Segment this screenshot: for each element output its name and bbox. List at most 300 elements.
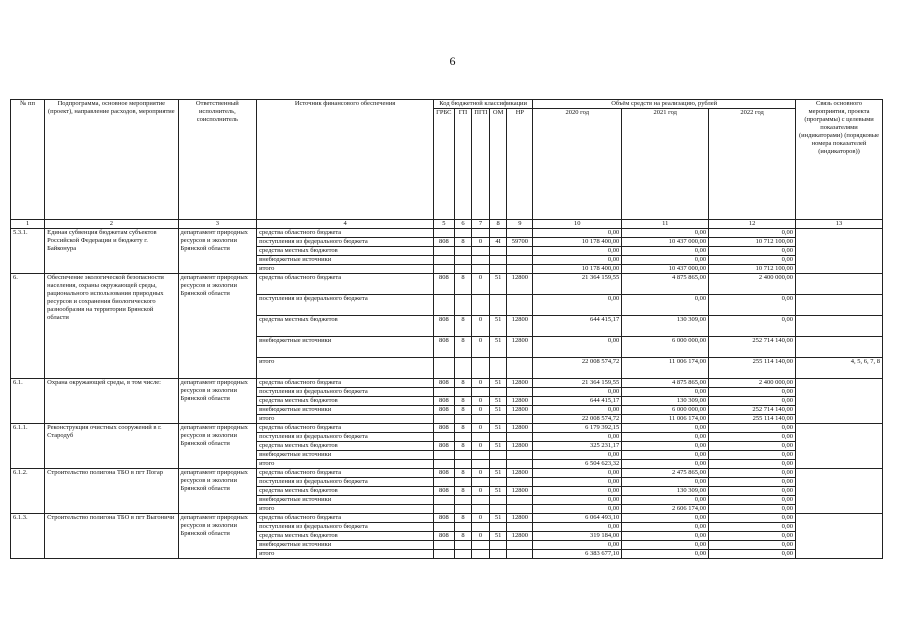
code-grbs: [434, 247, 455, 256]
code-pgp: [472, 388, 490, 397]
code-om: 51: [489, 442, 507, 451]
amount-2022: 0,00: [709, 523, 796, 532]
amount-2021: 0,00: [622, 433, 709, 442]
amount-2020: 325 231,17: [533, 442, 622, 451]
header-subprogram: Подпрограмма, основное мероприятие (проект), направление расходов, мероприятие: [45, 100, 178, 220]
code-grbs: 808: [434, 424, 455, 433]
amount-2020: 0,00: [533, 487, 622, 496]
amount-2022: 10 712 100,00: [709, 265, 796, 274]
code-gp: 8: [454, 487, 472, 496]
funding-source: средства местных бюджетов: [257, 316, 434, 337]
code-gp: 8: [454, 238, 472, 247]
code-gp: 8: [454, 406, 472, 415]
amount-2020: 0,00: [533, 541, 622, 550]
code-grbs: [434, 415, 455, 424]
code-om: [489, 550, 507, 559]
amount-2020: 22 008 574,72: [533, 415, 622, 424]
code-nr: 12800: [507, 442, 533, 451]
amount-2022: 0,00: [709, 442, 796, 451]
code-grbs: 808: [434, 487, 455, 496]
code-grbs: 808: [434, 532, 455, 541]
code-nr: 12800: [507, 514, 533, 523]
col-number: 12: [709, 220, 796, 229]
code-pgp: [472, 229, 490, 238]
funding-source: средства местных бюджетов: [257, 397, 434, 406]
funding-source: средства областного бюджета: [257, 514, 434, 523]
code-om: [489, 247, 507, 256]
amount-2021: 130 309,00: [622, 316, 709, 337]
amount-2022: 0,00: [709, 460, 796, 469]
section-title: Единая субвенция бюджетам субъектов Российской Федерации и бюджету г. Байконура: [45, 229, 178, 274]
code-nr: 12800: [507, 316, 533, 337]
amount-2022: 0,00: [709, 478, 796, 487]
code-gp: 8: [454, 274, 472, 295]
code-nr: 59700: [507, 238, 533, 247]
table-row: [11, 379, 883, 388]
code-om: 51: [489, 316, 507, 337]
code-gp: 8: [454, 442, 472, 451]
funding-source: итого: [257, 505, 434, 514]
code-om: [489, 523, 507, 532]
code-nr: [507, 505, 533, 514]
col-number: 9: [507, 220, 533, 229]
code-gp: [454, 433, 472, 442]
indicator-link: [796, 514, 883, 559]
amount-2020: 6 383 677,10: [533, 550, 622, 559]
code-grbs: [434, 523, 455, 532]
code-nr: [507, 541, 533, 550]
amount-2020: 0,00: [533, 406, 622, 415]
amount-2020: 0,00: [533, 433, 622, 442]
code-pgp: [472, 415, 490, 424]
code-om: 51: [489, 469, 507, 478]
amount-2022: 0,00: [709, 247, 796, 256]
code-nr: [507, 358, 533, 379]
code-grbs: [434, 460, 455, 469]
section-title: Обеспечение экологической безопасности населения, охраны окружающей среды, рационального использования природных ресурсов и сохранения биологического разнообразия на территории Брянской области: [45, 274, 178, 379]
header-num: № пп: [11, 100, 45, 220]
code-gp: [454, 247, 472, 256]
section-title: Строительство полигона ТБО в пгт Погар: [45, 469, 178, 514]
code-pgp: 0: [472, 487, 490, 496]
funding-source: итого: [257, 265, 434, 274]
code-om: [489, 460, 507, 469]
code-pgp: 0: [472, 379, 490, 388]
code-pgp: [472, 358, 490, 379]
code-grbs: [434, 229, 455, 238]
code-gp: [454, 229, 472, 238]
amount-2021: 6 000 000,00: [622, 337, 709, 358]
amount-2021: 2 475 865,00: [622, 469, 709, 478]
header-grbs: ГРБС: [434, 109, 455, 220]
code-pgp: 0: [472, 469, 490, 478]
indicator-link: [796, 229, 883, 274]
amount-2022: 0,00: [709, 295, 796, 316]
amount-2022: 2 400 000,00: [709, 379, 796, 388]
funding-source: внебюджетные источники: [257, 451, 434, 460]
amount-2022: 0,00: [709, 256, 796, 265]
code-om: [489, 388, 507, 397]
amount-2020: 6 179 392,15: [533, 424, 622, 433]
funding-source: средства местных бюджетов: [257, 532, 434, 541]
code-pgp: [472, 478, 490, 487]
code-nr: [507, 478, 533, 487]
header-gp: ГП: [454, 109, 472, 220]
col-number: 7: [472, 220, 490, 229]
code-nr: [507, 496, 533, 505]
code-grbs: [434, 256, 455, 265]
code-grbs: 808: [434, 397, 455, 406]
code-grbs: [434, 295, 455, 316]
amount-2020: 0,00: [533, 229, 622, 238]
table-row: [11, 424, 883, 433]
amount-2021: 0,00: [622, 478, 709, 487]
code-om: [489, 451, 507, 460]
code-nr: 12800: [507, 274, 533, 295]
funding-source: поступления из федерального бюджета: [257, 433, 434, 442]
col-number: 5: [434, 220, 455, 229]
amount-2021: 0,00: [622, 229, 709, 238]
code-grbs: [434, 433, 455, 442]
code-grbs: 808: [434, 379, 455, 388]
code-gp: 8: [454, 532, 472, 541]
code-om: [489, 505, 507, 514]
amount-2021: 4 875 865,00: [622, 379, 709, 388]
code-gp: 8: [454, 397, 472, 406]
code-nr: 12800: [507, 337, 533, 358]
code-om: 51: [489, 397, 507, 406]
code-pgp: 0: [472, 532, 490, 541]
funding-source: внебюджетные источники: [257, 496, 434, 505]
amount-2022: 0,00: [709, 424, 796, 433]
funding-source: внебюджетные источники: [257, 541, 434, 550]
amount-2021: 0,00: [622, 523, 709, 532]
amount-2022: 0,00: [709, 229, 796, 238]
code-grbs: [434, 451, 455, 460]
header-2022: 2022 год: [709, 109, 796, 220]
code-om: [489, 433, 507, 442]
col-number: 3: [178, 220, 257, 229]
amount-2021: 0,00: [622, 460, 709, 469]
indicator-link: [796, 424, 883, 469]
code-gp: 8: [454, 424, 472, 433]
amount-2022: 0,00: [709, 469, 796, 478]
col-number: 6: [454, 220, 472, 229]
amount-2021: 0,00: [622, 451, 709, 460]
col-number: 4: [257, 220, 434, 229]
amount-2020: 0,00: [533, 295, 622, 316]
header-link: Связь основного мероприятия, проекта (программы) с целевыми показателями (индикаторами) (порядковые номера показателей (индикаторов)): [796, 100, 883, 220]
funding-source: внебюджетные источники: [257, 337, 434, 358]
amount-2020: 21 364 159,55: [533, 274, 622, 295]
section-number: 6.: [11, 274, 45, 379]
amount-2021: 10 437 000,00: [622, 265, 709, 274]
code-om: [489, 415, 507, 424]
header-nr: НР: [507, 109, 533, 220]
code-gp: [454, 550, 472, 559]
col-number: 13: [796, 220, 883, 229]
code-grbs: 808: [434, 316, 455, 337]
code-gp: [454, 295, 472, 316]
amount-2022: 0,00: [709, 550, 796, 559]
responsible-executor: департамент природных ресурсов и экологии Брянской области: [178, 229, 257, 274]
budget-table: [10, 99, 883, 559]
code-gp: [454, 523, 472, 532]
indicator-link: [796, 274, 883, 295]
funding-source: итого: [257, 550, 434, 559]
indicator-link: [796, 379, 883, 424]
code-pgp: [472, 460, 490, 469]
header-volume-group: Объём средств на реализацию, рублей: [533, 100, 796, 109]
code-nr: 12800: [507, 532, 533, 541]
funding-source: средства областного бюджета: [257, 424, 434, 433]
page-number: 6: [449, 54, 456, 68]
code-gp: [454, 496, 472, 505]
header-code-group: Код бюджетной классификации: [434, 100, 533, 109]
amount-2021: 0,00: [622, 388, 709, 397]
code-gp: [454, 415, 472, 424]
section-number: 6.1.3.: [11, 514, 45, 559]
code-nr: 12800: [507, 397, 533, 406]
amount-2021: 130 309,00: [622, 397, 709, 406]
funding-source: поступления из федерального бюджета: [257, 523, 434, 532]
amount-2020: 0,00: [533, 247, 622, 256]
code-grbs: 808: [434, 514, 455, 523]
amount-2022: 0,00: [709, 451, 796, 460]
code-pgp: 0: [472, 238, 490, 247]
code-pgp: 0: [472, 442, 490, 451]
amount-2022: 0,00: [709, 487, 796, 496]
funding-source: средства местных бюджетов: [257, 442, 434, 451]
responsible-executor: департамент природных ресурсов и экологии Брянской области: [178, 514, 257, 559]
indicator-link: [796, 295, 883, 316]
col-number: 10: [533, 220, 622, 229]
code-om: 51: [489, 406, 507, 415]
header-2020: 2020 год: [533, 109, 622, 220]
code-om: 51: [489, 514, 507, 523]
code-grbs: 808: [434, 406, 455, 415]
amount-2021: 0,00: [622, 496, 709, 505]
funding-source: средства местных бюджетов: [257, 247, 434, 256]
code-pgp: 0: [472, 274, 490, 295]
section-number: 6.1.2.: [11, 469, 45, 514]
table-row: [11, 274, 883, 295]
amount-2022: 252 714 140,00: [709, 337, 796, 358]
code-pgp: 0: [472, 424, 490, 433]
amount-2021: 2 606 174,00: [622, 505, 709, 514]
code-nr: [507, 451, 533, 460]
amount-2020: 644 415,17: [533, 316, 622, 337]
responsible-executor: департамент природных ресурсов и экологии Брянской области: [178, 274, 257, 379]
code-om: [489, 541, 507, 550]
amount-2020: 0,00: [533, 523, 622, 532]
amount-2022: 255 114 140,00: [709, 358, 796, 379]
funding-source: средства областного бюджета: [257, 274, 434, 295]
code-gp: 8: [454, 337, 472, 358]
code-pgp: [472, 265, 490, 274]
code-gp: [454, 505, 472, 514]
amount-2021: 0,00: [622, 256, 709, 265]
code-pgp: [472, 496, 490, 505]
code-gp: [454, 541, 472, 550]
code-pgp: [472, 433, 490, 442]
amount-2021: 10 437 000,00: [622, 238, 709, 247]
funding-source: итого: [257, 460, 434, 469]
funding-source: итого: [257, 358, 434, 379]
amount-2020: 644 415,17: [533, 397, 622, 406]
amount-2022: 0,00: [709, 433, 796, 442]
code-nr: 12800: [507, 406, 533, 415]
code-gp: 8: [454, 316, 472, 337]
code-nr: 12800: [507, 469, 533, 478]
section-number: 5.3.1.: [11, 229, 45, 274]
amount-2020: 0,00: [533, 505, 622, 514]
amount-2020: 0,00: [533, 256, 622, 265]
indicator-link: 4, 5, 6, 7, 8: [796, 358, 883, 379]
indicator-link: [796, 337, 883, 358]
amount-2020: 0,00: [533, 496, 622, 505]
code-gp: [454, 358, 472, 379]
amount-2022: 0,00: [709, 514, 796, 523]
code-pgp: [472, 451, 490, 460]
code-om: 51: [489, 337, 507, 358]
code-om: [489, 265, 507, 274]
amount-2020: 10 178 400,00: [533, 238, 622, 247]
code-pgp: 0: [472, 316, 490, 337]
amount-2022: 0,00: [709, 397, 796, 406]
code-om: 51: [489, 487, 507, 496]
header-responsible: Ответственный исполнитель, соисполнитель: [178, 100, 257, 220]
code-pgp: [472, 295, 490, 316]
amount-2022: 2 400 000,00: [709, 274, 796, 295]
code-pgp: [472, 247, 490, 256]
indicator-link: [796, 469, 883, 514]
header-2021: 2021 год: [622, 109, 709, 220]
amount-2021: 130 309,00: [622, 487, 709, 496]
header-source: Источник финансового обеспечения: [257, 100, 434, 220]
code-nr: [507, 523, 533, 532]
responsible-executor: департамент природных ресурсов и экологии Брянской области: [178, 379, 257, 424]
code-nr: [507, 229, 533, 238]
code-om: [489, 295, 507, 316]
responsible-executor: департамент природных ресурсов и экологии Брянской области: [178, 469, 257, 514]
code-pgp: [472, 505, 490, 514]
code-pgp: [472, 523, 490, 532]
indicator-link: [796, 316, 883, 337]
col-number: 1: [11, 220, 45, 229]
amount-2022: 0,00: [709, 505, 796, 514]
amount-2022: 10 712 100,00: [709, 238, 796, 247]
amount-2022: 0,00: [709, 541, 796, 550]
code-om: [489, 229, 507, 238]
code-om: [489, 358, 507, 379]
code-gp: 8: [454, 469, 472, 478]
code-nr: [507, 460, 533, 469]
amount-2021: 0,00: [622, 550, 709, 559]
header-pgp: ПГП: [472, 109, 490, 220]
section-title: Строительство полигона ТБО в пгт Выгоничи: [45, 514, 178, 559]
code-nr: [507, 265, 533, 274]
code-gp: 8: [454, 514, 472, 523]
code-om: [489, 478, 507, 487]
code-nr: [507, 247, 533, 256]
code-nr: [507, 256, 533, 265]
amount-2021: 0,00: [622, 532, 709, 541]
amount-2021: 4 875 865,00: [622, 274, 709, 295]
col-number: 11: [622, 220, 709, 229]
code-nr: 12800: [507, 379, 533, 388]
funding-source: внебюджетные источники: [257, 256, 434, 265]
amount-2020: 0,00: [533, 451, 622, 460]
amount-2020: 0,00: [533, 469, 622, 478]
code-nr: [507, 550, 533, 559]
code-grbs: [434, 496, 455, 505]
code-grbs: 808: [434, 442, 455, 451]
code-grbs: 808: [434, 238, 455, 247]
amount-2020: 0,00: [533, 388, 622, 397]
funding-source: поступления из федерального бюджета: [257, 238, 434, 247]
section-number: 6.1.: [11, 379, 45, 424]
code-pgp: 0: [472, 514, 490, 523]
amount-2021: 0,00: [622, 295, 709, 316]
funding-source: внебюджетные источники: [257, 406, 434, 415]
funding-source: средства областного бюджета: [257, 469, 434, 478]
code-om: 4I: [489, 238, 507, 247]
code-grbs: 808: [434, 337, 455, 358]
table-row: [11, 229, 883, 238]
funding-source: итого: [257, 415, 434, 424]
code-gp: [454, 478, 472, 487]
amount-2022: 0,00: [709, 316, 796, 337]
amount-2021: 11 006 174,00: [622, 358, 709, 379]
code-pgp: 0: [472, 406, 490, 415]
code-nr: 12800: [507, 487, 533, 496]
code-grbs: [434, 478, 455, 487]
code-gp: 8: [454, 379, 472, 388]
amount-2022: 0,00: [709, 496, 796, 505]
code-gp: [454, 265, 472, 274]
code-gp: [454, 451, 472, 460]
amount-2021: 0,00: [622, 424, 709, 433]
amount-2020: 0,00: [533, 478, 622, 487]
code-gp: [454, 256, 472, 265]
code-om: 51: [489, 274, 507, 295]
section-title: Реконструкция очистных сооружений в г. Стародуб: [45, 424, 178, 469]
funding-source: средства областного бюджета: [257, 229, 434, 238]
col-number: 8: [489, 220, 507, 229]
amount-2022: 0,00: [709, 532, 796, 541]
section-number: 6.1.1.: [11, 424, 45, 469]
code-pgp: 0: [472, 337, 490, 358]
code-nr: [507, 415, 533, 424]
code-om: [489, 496, 507, 505]
header-om: ОМ: [489, 109, 507, 220]
amount-2020: 10 178 400,00: [533, 265, 622, 274]
amount-2021: 0,00: [622, 247, 709, 256]
code-grbs: [434, 388, 455, 397]
responsible-executor: департамент природных ресурсов и экологии Брянской области: [178, 424, 257, 469]
code-grbs: 808: [434, 274, 455, 295]
amount-2021: 11 006 174,00: [622, 415, 709, 424]
table-row: [11, 514, 883, 523]
code-pgp: 0: [472, 397, 490, 406]
amount-2020: 22 008 574,72: [533, 358, 622, 379]
code-grbs: [434, 541, 455, 550]
code-nr: [507, 433, 533, 442]
code-nr: [507, 388, 533, 397]
amount-2021: 6 000 000,00: [622, 406, 709, 415]
amount-2022: 252 714 140,00: [709, 406, 796, 415]
